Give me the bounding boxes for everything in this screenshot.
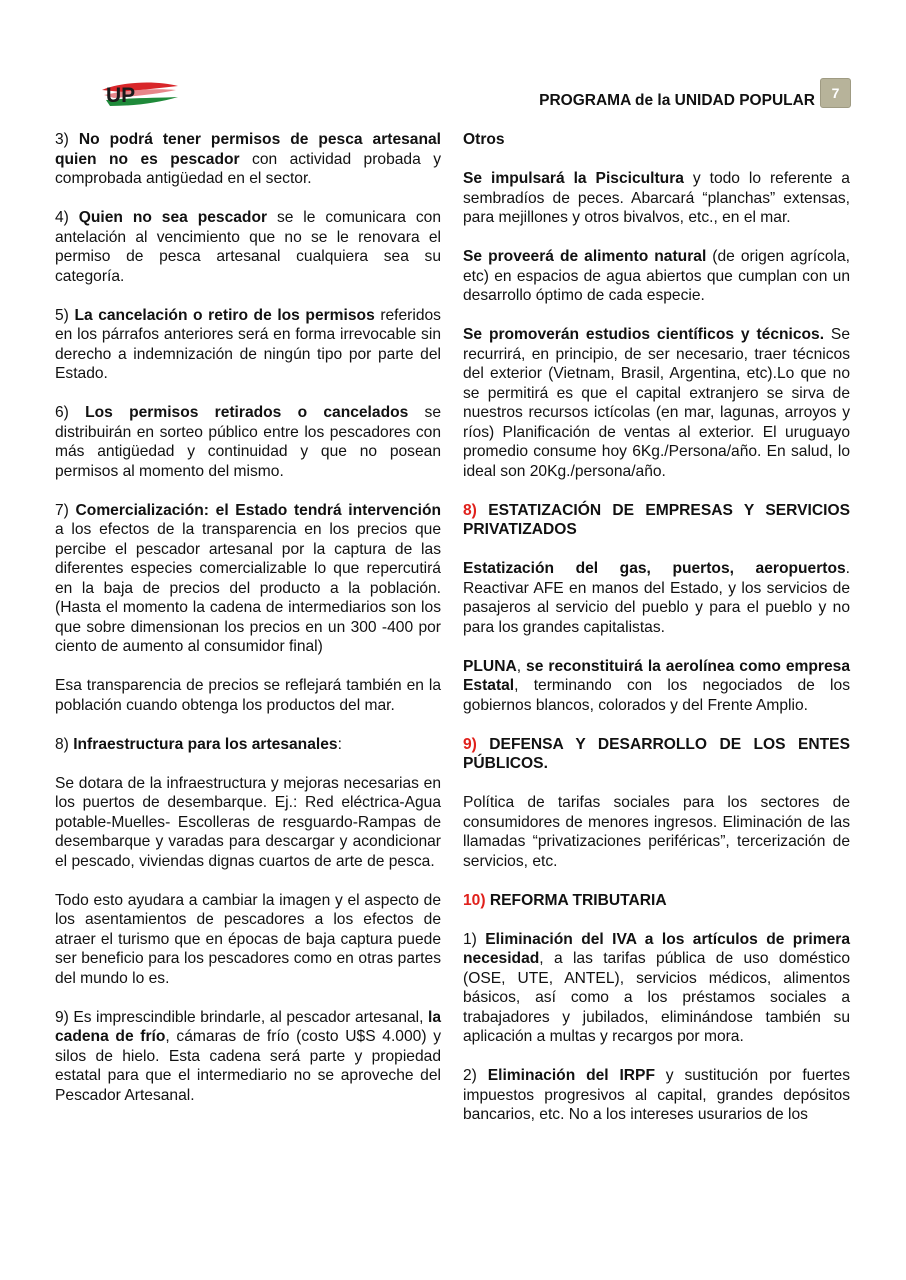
- paragraph-estatizacion: Estatización del gas, puertos, aeropuertos. Reactivar AFE en manos del Estado, y los servicios de pasajeros al servicio del pueblo y para el pueblo y no para los grandes capitalistas.: [463, 560, 850, 636]
- paragraph-pluna: PLUNA, se reconstituirá la aerolínea como empresa Estatal, terminando con los negociados de los gobiernos blancos, colorados y del Frente Amplio.: [463, 657, 850, 714]
- paragraph-infraestructura: Se dotara de la infraestructura y mejoras necesarias en los puertos de desembarque. Ej.: Red eléctrica-Agua potable-Muelles- Escolleras de resguardo-Rampas de desembarque y varadas para descargar y acondicionar el pescado, viviendas dignas cuartos de arte de pesca.: [55, 774, 441, 870]
- page-number-badge: 7: [820, 78, 851, 108]
- right-column: [463, 130, 850, 1125]
- section-9-heading: 9) DEFENSA Y DESARROLLO DE LOS ENTES PÚBLICOS.: [463, 735, 850, 772]
- paragraph-transparencia: Esa transparencia de precios se reflejará también en la población cuando obtenga los productos del mar.: [55, 677, 441, 714]
- paragraph-irpf: 2) Eliminación del IRPF y sustitución por fuertes impuestos progresivos al capital, grandes depósitos bancarios, etc. No a los intereses usurarios de los: [463, 1067, 851, 1123]
- paragraph-alimento: Se proveerá de alimento natural (de origen agrícola, etc) en espacios de agua abiertos que cumplan con un desarrollo óptimo de cada especie.: [463, 248, 850, 304]
- paragraph-6: 6) Los permisos retirados o cancelados se distribuirán en sorteo público entre los pescadores con más antigüedad y continuidad y que no posean permisos al momento del mismo.: [55, 404, 441, 480]
- paragraph-4: 4) Quien no sea pescador se le comunicara con antelación al vencimiento que no se le renovara el permiso de pesca artesanal cualquiera sea su categoría.: [55, 209, 441, 285]
- paragraph-estudios: Se promoverán estudios científicos y técnicos. Se recurrirá, en principio, de ser necesario, traer técnicos del exterior (Vietnam, Brasil, Argentina, etc).Lo que no se permitirá es que el capital extranjero se sirva de nuestros recursos ictícolas (en mar, lagunas, arroyos y ríos) Planificación de ventas al exterior. El uruguayo promedio consume hoy 6Kg./Persona/año. En salud, lo ideal son 20Kg./persona/año.: [463, 326, 851, 480]
- paragraph-piscicultura: Se impulsará la Piscicultura y todo lo referente a sembradíos de peces. Abarcará “planchas” extensas, para mejillones y otros bivalvos, etc., en el mar.: [463, 170, 850, 226]
- paragraph-todo-esto: Todo esto ayudara a cambiar la imagen y el aspecto de los asentamientos de pescadores a los efectos de atraer el turismo que en épocas de baja captura puede ser beneficio para los pescadores como en otras partes del mundo lo es.: [55, 891, 441, 987]
- paragraph-3: 3) No podrá tener permisos de pesca artesanal quien no es pescador con actividad probada y comprobada antigüedad en el sector.: [55, 131, 442, 187]
- document-header-title: PROGRAMA de la UNIDAD POPULAR: [539, 92, 815, 109]
- svg-text:UP: UP: [106, 84, 136, 107]
- paragraph-iva: 1) Eliminación del IVA a los artículos de primera necesidad, a las tarifas pública de uso doméstico (OSE, UTE, ANTEL), servicios médicos, alimentos básicos, así como a los préstamos sociales a trabajadores y jubilados, eliminándose también su aplicación a multas y recargos por mora.: [463, 930, 851, 1045]
- unidad-popular-logo: [100, 78, 180, 112]
- paragraph-8: 8) Infraestructura para los artesanales:: [55, 735, 342, 753]
- section-8-heading: 8) ESTATIZACIÓN DE EMPRESAS Y SERVICIOS PRIVATIZADOS: [463, 501, 850, 538]
- paragraph-5: 5) La cancelación o retiro de los permisos referidos en los párrafos anteriores será en forma irrevocable sin derecho a indemnización de ningún tipo por parte del Estado.: [55, 306, 441, 382]
- paragraph-tarifas: Política de tarifas sociales para los sectores de consumidores de menores ingresos. Eliminación de las llamadas “privatizaciones periféricas”, tercerización de servicios, etc.: [463, 794, 850, 870]
- section-10-heading: 10) REFORMA TRIBUTARIA: [463, 891, 667, 909]
- otros-heading: Otros: [463, 131, 505, 148]
- paragraph-7: 7) Comercialización: el Estado tendrá intervención a los efectos de la transparencia en los precios que percibe el pescador artesanal por la captura de las diferentes especies comercializable lo que repercutirá en la baja de precios del producto a la población. (Hasta el momento la cadena de intermediarios son los que sobre dimensionan los precios en un 300 -400 por ciento de aumento al consumidor final): [55, 501, 441, 655]
- left-column: [55, 130, 441, 1105]
- paragraph-9: 9) Es imprescindible brindarle, al pescador artesanal, la cadena de frío, cámaras de frío (costo U$S 4.000) y silos de hielo. Esta cadena será parte y propiedad estatal para que el intermediario no se aproveche del Pescador Artesanal.: [55, 1008, 441, 1104]
